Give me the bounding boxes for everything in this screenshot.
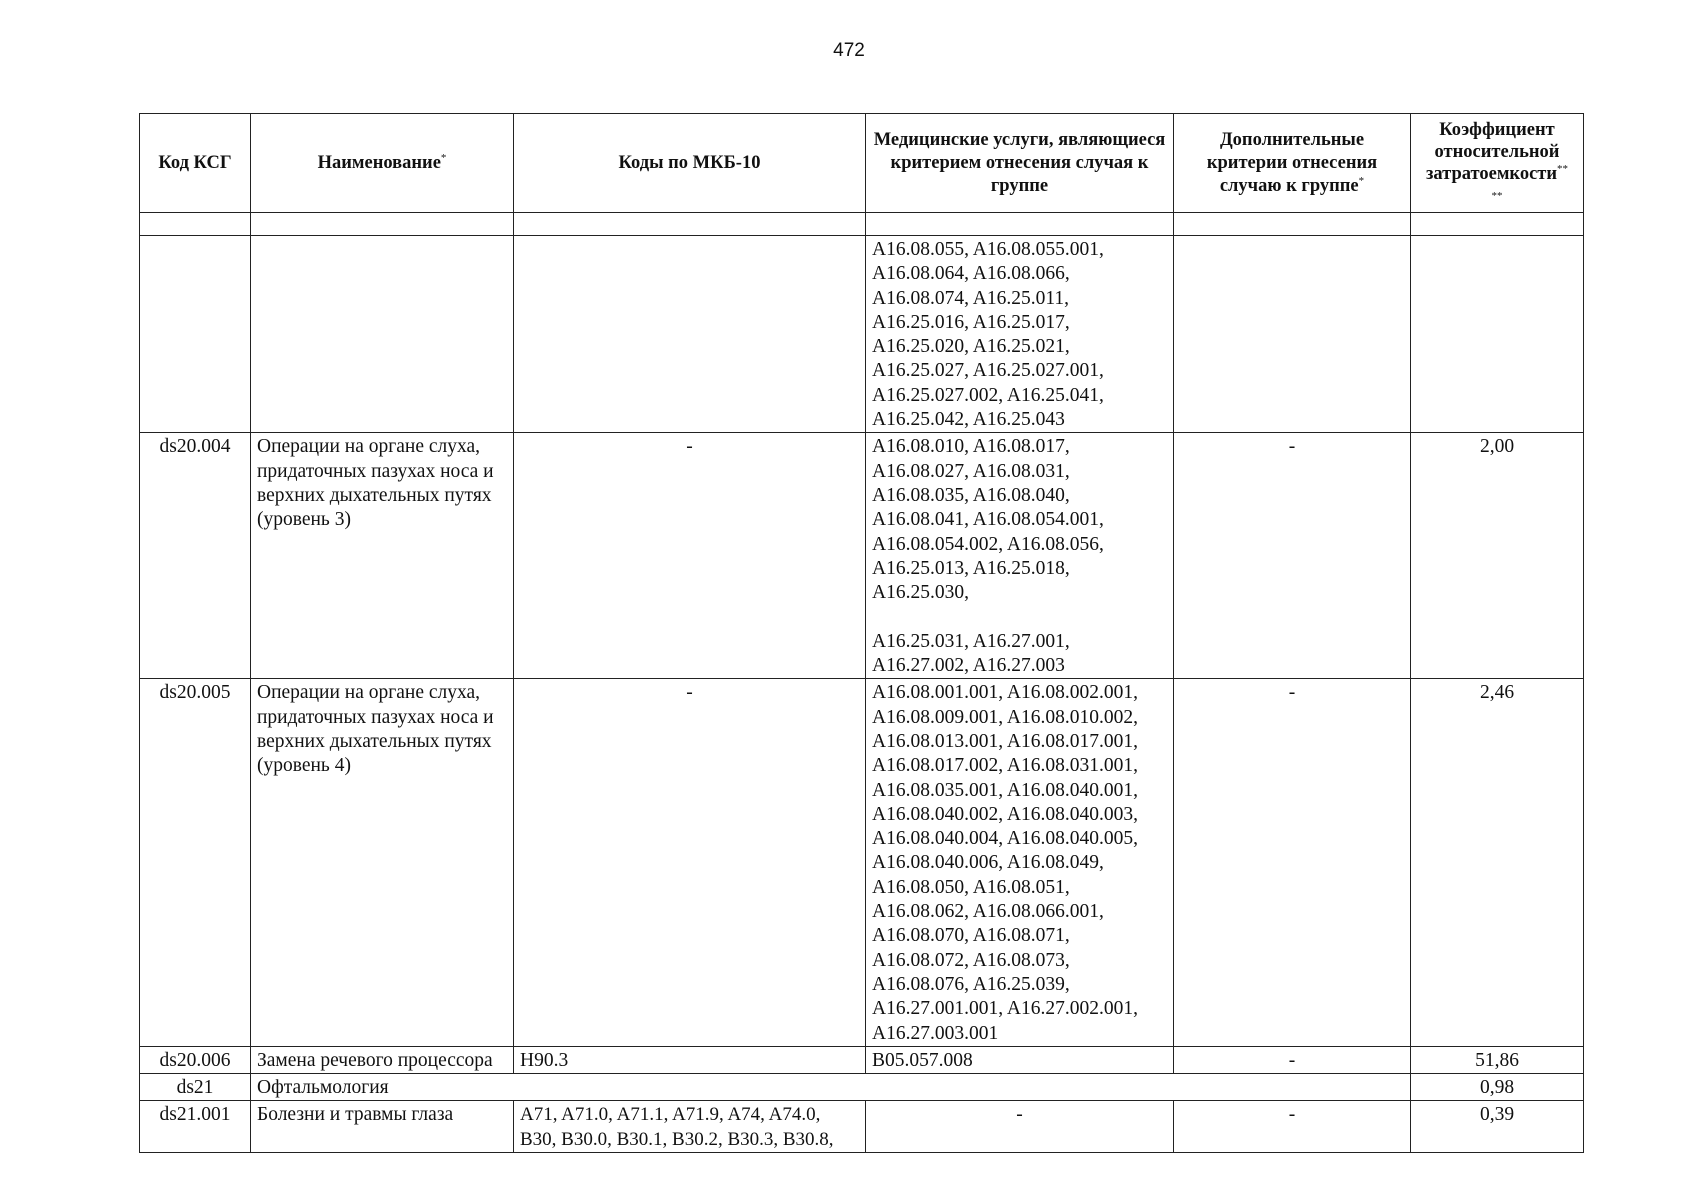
row-mkb: -	[514, 679, 866, 1046]
header-services: Медицинские услуги, являющиеся критерием отнесения случая к группе	[866, 114, 1174, 213]
row-services: B05.057.008	[866, 1046, 1174, 1073]
row-coefficient: 2,00	[1411, 433, 1584, 679]
row-coefficient: 51,86	[1411, 1046, 1584, 1073]
row-code: ds20.005	[140, 679, 251, 1046]
row-code: ds21.001	[140, 1101, 251, 1153]
table-row	[140, 236, 1584, 433]
row-mkb: A71, A71.0, A71.1, A71.9, A74, A74.0, B30, B30.0, B30.1, B30.2, B30.3, B30.8,	[514, 1101, 866, 1153]
row-name: Операции на органе слуха, придаточных пазухах носа и верхних дыхательных путях (уровень 4)	[251, 679, 514, 1046]
table-row	[140, 679, 1584, 1046]
empty-row	[140, 213, 1584, 236]
row-additional	[1174, 236, 1411, 433]
page-number: 472	[833, 40, 865, 61]
row-mkb	[514, 236, 866, 433]
row-code: ds20.006	[140, 1046, 251, 1073]
row-services: A16.08.010, A16.08.017, A16.08.027, A16.08.031, A16.08.035, A16.08.040, A16.08.041, A16.08.054.001, A16.08.054.002, A16.08.056, A16.25.013, A16.25.018, A16.25.030, A16.25.031, A16.27.001, A16.27.002, A16.27.003	[866, 433, 1174, 679]
row-services: A16.08.055, A16.08.055.001, A16.08.064, A16.08.066, A16.08.074, A16.25.011, A16.25.016, A16.25.017, A16.25.020, A16.25.021, A16.25.027, A16.25.027.001, A16.25.027.002, A16.25.041, A16.25.042, A16.25.043	[866, 236, 1174, 433]
row-code: ds20.004	[140, 433, 251, 679]
table-row	[140, 1046, 1584, 1073]
table-row	[140, 433, 1584, 679]
row-name	[251, 236, 514, 433]
row-code	[140, 236, 251, 433]
row-coefficient	[1411, 236, 1584, 433]
row-name: Операции на органе слуха, придаточных пазухах носа и верхних дыхательных путях (уровень 3)	[251, 433, 514, 679]
row-additional: -	[1174, 433, 1411, 679]
header-code: Код КСГ	[140, 114, 251, 213]
header-name: Наименование*	[251, 114, 514, 213]
section-code: ds21	[140, 1074, 251, 1101]
row-additional: -	[1174, 1101, 1411, 1153]
row-additional: -	[1174, 679, 1411, 1046]
table-row	[140, 1101, 1584, 1153]
header-mkb: Коды по МКБ-10	[514, 114, 866, 213]
header-additional: Дополнительные критерии отнесения случаю к группе*	[1174, 114, 1411, 213]
row-name: Болезни и травмы глаза	[251, 1101, 514, 1153]
header-coefficient: Коэффициент относительной затратоемкости** **	[1411, 114, 1584, 213]
row-coefficient: 2,46	[1411, 679, 1584, 1046]
section-coefficient: 0,98	[1411, 1074, 1584, 1101]
section-name: Офтальмология	[251, 1074, 1411, 1101]
row-mkb: -	[514, 433, 866, 679]
ksg-table	[139, 113, 1584, 1153]
section-row	[140, 1074, 1584, 1101]
row-additional: -	[1174, 1046, 1411, 1073]
header-row	[140, 114, 1584, 213]
row-services: -	[866, 1101, 1174, 1153]
row-name: Замена речевого процессора	[251, 1046, 514, 1073]
row-mkb: H90.3	[514, 1046, 866, 1073]
row-services: A16.08.001.001, A16.08.002.001, A16.08.009.001, A16.08.010.002, A16.08.013.001, A16.08.017.001, A16.08.017.002, A16.08.031.001, A16.08.035.001, A16.08.040.001, A16.08.040.002, A16.08.040.003, A16.08.040.004, A16.08.040.005, A16.08.040.006, A16.08.049, A16.08.050, A16.08.051, A16.08.062, A16.08.066.001, A16.08.070, A16.08.071, A16.08.072, A16.08.073, A16.08.076, A16.25.039, A16.27.001.001, A16.27.002.001, A16.27.003.001	[866, 679, 1174, 1046]
row-coefficient: 0,39	[1411, 1101, 1584, 1153]
